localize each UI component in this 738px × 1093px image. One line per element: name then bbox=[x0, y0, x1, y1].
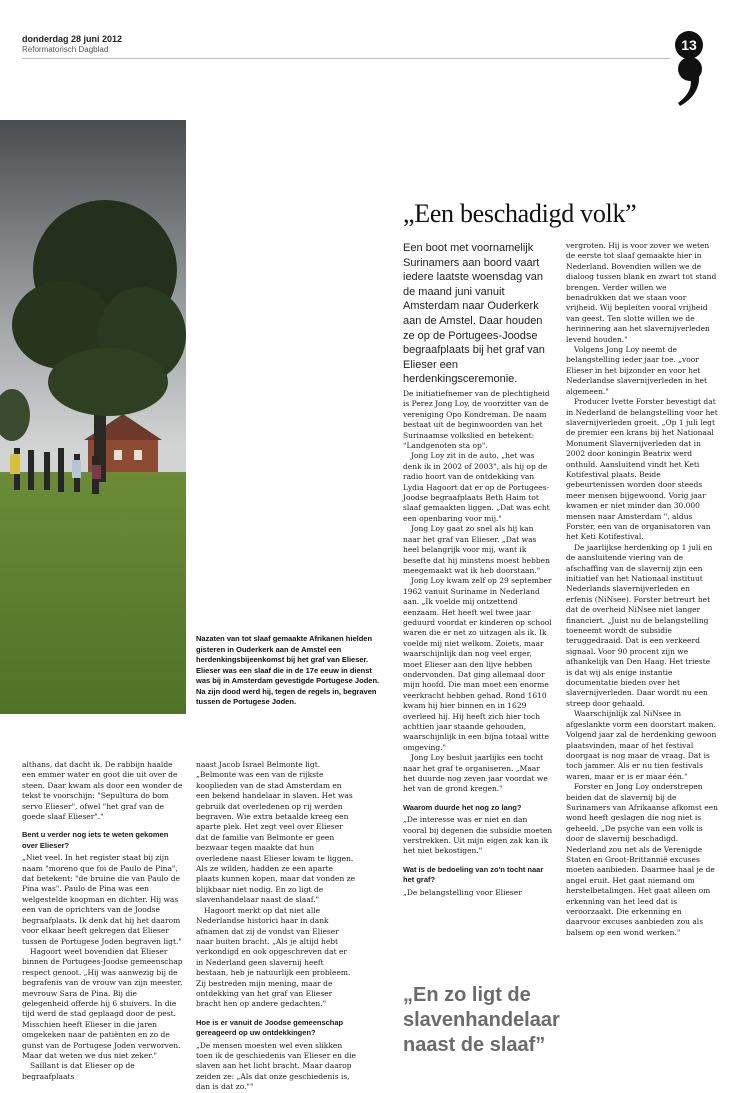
page-number-badge: 13 bbox=[675, 31, 703, 59]
photo-caption: Nazaten van tot slaaf gemaakte Afrikanen hielden gisteren in Ouderkerk aan de Amstel een herdenkingsbijeenkomst bij het graf van Elieser. Elieser was een slaaf die in de 17e eeuw in dienst was bij in Amsterdam gevestigde Portugese Joden. Na zijn dood werd hij, tegen de regels in, begraven tussen de Portugese Joden. bbox=[196, 634, 380, 706]
body-paragraph: Hagoort weet bovendien dat Elieser binnen de Portugees-Joodse gemeenschap respect genoot. „Hij was aanwezig bij de begrafenis van de vrouw van zijn meester, mevrouw Sara de Pina. Bij die gelegenheid offerde hij 6 stuivers. In die tijd werd de stad geplaagd door de pest. Misschien heeft Elieser in die jaren omgekeken naar de patiënten en zo de gunst van de Portugese Joden verworven. Maar dat weten we dus niet zeker." bbox=[22, 946, 183, 1060]
comma-logo-icon bbox=[675, 56, 705, 108]
header-paper-name: Reformatorisch Dagblad bbox=[22, 45, 109, 54]
body-paragraph: „De interesse was er niet en dan vooral bij degenen die subsidie moeten verstrekken. Uit mijn eigen zak kan ik het niet bekostigen." bbox=[403, 815, 553, 856]
body-column-1 bbox=[22, 760, 184, 1082]
body-paragraph: Hagoort merkt op dat niet alle Nederlandse historici haar in dank afnamen dat zij de vondst van Elieser naar buiten bracht. „Als je altijd hebt verkondigd en ook opgeschreven dat er in Nederland geen slavernij heeft bestaan, heb je natuurlijk een probleem. Zij bestreden mijn mening, maar de ontdekking van het graf van Elieser bracht hen op andere gedachten." bbox=[196, 905, 351, 1009]
body-paragraph: Waarschijnlijk zal NiNsee in afgeslankte vorm een doorstart maken. Volgend jaar zal de herdenking gewoon plaatsvinden, maar of het festival doorgaat is nog maar de vraag. Dat is toch jammer. Als er nu tien festivals waren, maar er is er maar één." bbox=[566, 709, 717, 781]
body-column-4 bbox=[566, 241, 718, 938]
body-paragraph: Jong Loy gaat zo snel als hij kan naar het graf van Elieser. „Dat was heel belangrijk voor mij, want ik besefte dat hij minstens moest hebben meegemaakt wat ik heb doorstaan." bbox=[403, 524, 550, 575]
body-column-3 bbox=[403, 389, 553, 898]
article-intro: Een boot met voornamelijk Surinamers aan boord vaart iedere laatste woensdag van de maand juni vanuit Amsterdam naar Ouderkerk aan de Amstel. Daar houden ze op de Portugees-Joodse begraafplaats bij het graf van Elieser een herdenkingsceremonie. bbox=[403, 242, 545, 386]
interview-question: Hoe is er vanuit de Joodse gemeenschap gereageerd op uw ontdekkingen? bbox=[196, 1017, 344, 1038]
body-paragraph: „De mensen moesten wel even slikken toen ik de geschiedenis van Elieser en die slaven aan het licht bracht. Maar daarop zeiden ze: „Als dat onze geschiedenis is, dan is dat zo."" bbox=[196, 1040, 356, 1092]
body-paragraph: Producer Ivette Forster bevestigt dat in Nederland de belangstelling voor het slavernijverleden groeit. „Op 1 juli legt de premier een krans bij het Nationaal Monument Slavernijverleden dat in 2002 door koningin Beatrix werd onthuld. Aansluitend vindt het Keti Kotifestival plaats. Beide gebeurtenissen worden door steeds meer mensen bijgewoond. Vorig jaar kwamen er niet minder dan 30.000 mensen naar Amsterdam ", aldus Forster, een van de organisatoren van het Keti Kotifestival. bbox=[566, 397, 718, 542]
body-paragraph: De jaarlijkse herdenking op 1 juli en de aansluitende viering van de afschaffing van de slavernij zijn een initiatief van het Nationaal instituut Nederlands slavernijverleden en erfenis (NiNsee). Forster betreurt het dat de overheid NiNsee niet langer financiert. „Juist nu de belangstelling toeneemt wordt de subsidie teruggedraaid. Dat is een verkeerd signaal. Voor 90 procent zijn we afhankelijk van Den Haag. Het trieste is dat wij als enige instantie documentatie bieden over het slavernijverleden. Daar wordt nu een streep door gehaald. bbox=[566, 542, 713, 708]
body-paragraph: Jong Loy kwam zelf op 29 september 1962 vanuit Suriname in Nederland aan. „Ik voelde mij ontzettend eenzaam. Het heeft wel twee jaar geduurd voordat er kinderen op school waren die er net zo uitzagen als ik. Ik voelde mij niet welkom. Zoiets, maar waarschijnlijk dan nog veel erger, moet Elieser aan den lijve hebben ondervonden. Dat ging allemaal door mijn hoofd. Die man moet een enorme veerkracht hebben gehad. Rond 1610 kwam hij hier binnen en in 1629 overleed hij. Hij heeft zich hier toch achttien jaar staande gehouden, waarschijnlijk in een bijna totaal witte omgeving." bbox=[403, 576, 552, 752]
interview-question: Wat is de bedoeling van zo'n tocht naar het graf? bbox=[403, 864, 544, 885]
body-paragraph: Volgens Jong Loy neemt de belangstelling ieder jaar toe. „voor Elieser in het bijzonder en voor het Nederlandse slavernijverleden in het algemeen." bbox=[566, 345, 707, 396]
header-date: donderdag 28 juni 2012 bbox=[22, 34, 123, 44]
article-headline: „Een beschadigd volk” bbox=[403, 199, 637, 228]
body-paragraph: De initiatiefnemer van de plechtigheid is Perez Jong Loy, de voorzitter van de vereniging Opo Kondreman. De naam bestaat uit de beginwoorden van het Surinaamse volkslied en betekent: "Landgenoten sta op". bbox=[403, 389, 550, 451]
body-paragraph: Jong Loy besluit jaarlijks een tocht naar het graf te organiseren. „Maar het duurde nog zeven jaar voordat we het van de grond kregen." bbox=[403, 753, 548, 794]
body-paragraph: Jong Loy zit in de auto, „het was denk ik in 2002 of 2003", als hij op de radio hoort van de ontdekking van Lydia Hagoort dat er op de Portugees-Joodse begraafplaats Beth Haim tot slaaf gemaakten liggen. „Dat was echt een openbaring voor mij." bbox=[403, 451, 550, 523]
header-rule bbox=[22, 58, 670, 59]
interview-question: Waarom duurde het nog zo lang? bbox=[403, 802, 522, 812]
body-column-2 bbox=[196, 760, 356, 1093]
body-paragraph: „Niet veel. In het register staat bij zijn naam "moreno que foi de Paulo de Pina", dat betekent: "de bruine die van Paulo de Pina was". Paulo de Pina was een welgestelde koopman en dichter. Hij was een van de oprichters van de Joodse begraafplaats. Ik denk dat hij het daarom voor elkaar heeft gekregen dat Elieser tussen de Portugese Joden begraven ligt." bbox=[22, 853, 182, 946]
body-paragraph: „De belangstelling voor Elieser bbox=[403, 887, 522, 897]
body-paragraph: naast Jacob Israel Belmonte ligt. „Belmonte was een van de rijkste kooplieden van de stad Amsterdam en een bekend handelaar in slaven. Het was gebruik dat overledenen op rij werden begraven. Wie extra betaalde kreeg een aparte plek. Het zegt veel over Elieser dat de familie van Belmonte er geen bezwaar tegen maakte dat hun overledene naast Elieser kwam te liggen. Als ze wilden, hadden ze een aparte plaats kunnen kopen, maar dat vonden ze blijkbaar niet nodig. En zo ligt de slavenhandelaar naast de slaaf." bbox=[196, 760, 356, 905]
interview-question: Bent u verder nog iets te weten gekomen over Elieser? bbox=[22, 830, 169, 850]
landscape-photo-icon bbox=[0, 120, 186, 714]
body-paragraph: althans, dat dacht ik. De rabbijn haalde een emmer water en goot die uit over de steen. Daar kwam als door een wonder de tekst te voorschijn: "Sepultura do bom servo Elieser", ofwel "het graf van de goede slaaf Elieser"." bbox=[22, 760, 183, 822]
body-paragraph: Forster en Jong Loy onderstrepen beiden dat de slavernij bij de Surinamers van Afrikaanse afkomst een wond heeft geslagen die nog niet is geheeld. „De psyche van een volk is door de slavernij beschadigd. Nederland zou net als de Verenigde Staten en Groot-Brittannië excuses moeten aanbieden. Daarmee haal je de angel eruit. Het gaat niemand om herstelbetalingen. Het gaat alleen om erkenning van het leed dat is veroorzaakt. Die erkenning en daarvoor excuses aanbieden zou als balsem op een wond werken." bbox=[566, 782, 718, 937]
pull-quote: „En zo ligt de slavenhandelaar naast de slaaf” bbox=[403, 984, 560, 1056]
body-paragraph: Saillant is dat Elieser op de begraafplaats bbox=[22, 1061, 135, 1081]
body-paragraph: vergroten. Hij is voor zover we weten de eerste tot slaaf gemaakte hier in Nederland. Bovendien willen we de dialoog tussen blank en zwart tot stand brengen. Verder willen we benadrukken dat we staan voor vrijheid. Wij bepleiten vooral vrijheid van geest. Ten slotte willen we de herinnering aan het slavernijverleden levend houden." bbox=[566, 241, 717, 344]
